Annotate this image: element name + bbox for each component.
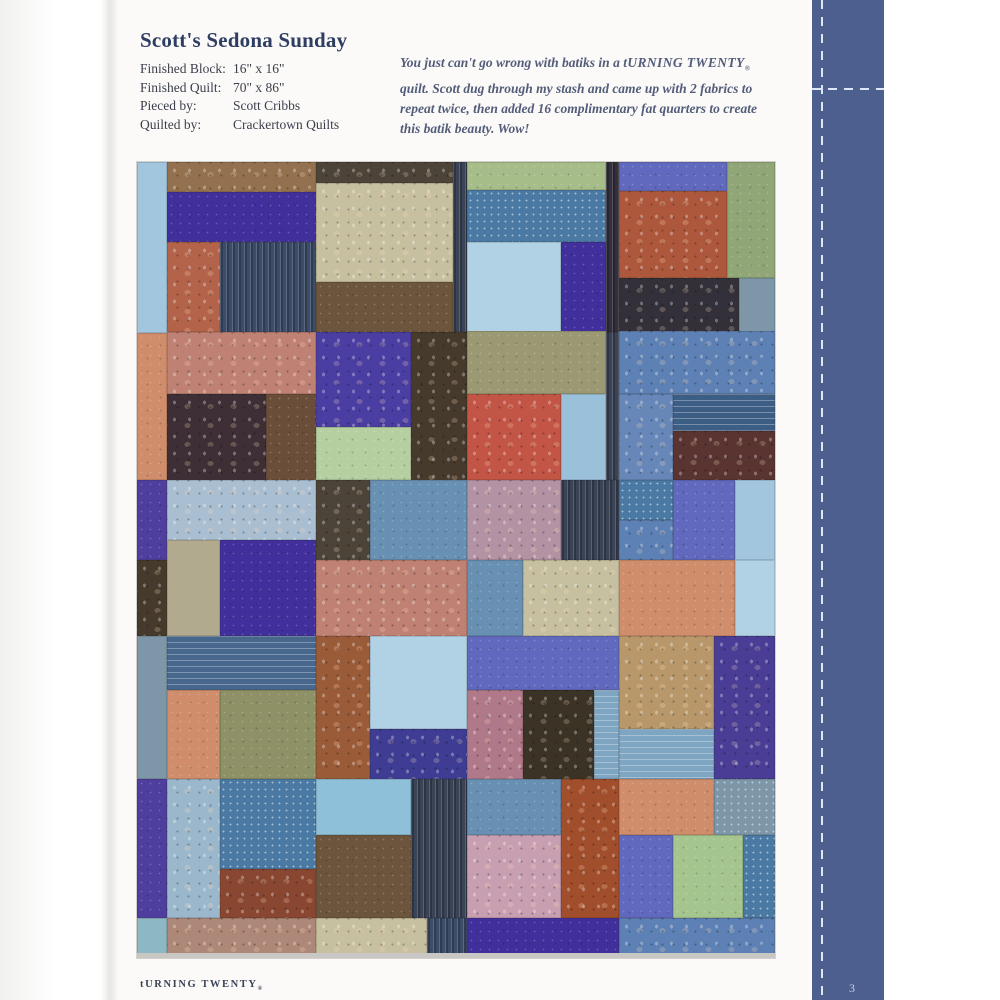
page-number: 3 xyxy=(849,981,855,995)
quilt-patch xyxy=(523,560,619,636)
quilt-patch xyxy=(743,835,775,918)
registered-trademark-icon: ® xyxy=(744,64,750,73)
quilt-patch xyxy=(673,480,735,560)
quilt-patch xyxy=(619,331,775,395)
intro-paragraph xyxy=(400,53,772,139)
quilt-patch xyxy=(316,918,428,958)
book-page xyxy=(112,0,812,1000)
quilt-patch xyxy=(673,394,775,431)
detail-row-finished-block xyxy=(140,60,390,79)
quilt-patch xyxy=(220,869,316,918)
quilt-patch xyxy=(714,779,775,836)
quilt-patch xyxy=(316,835,412,918)
bleed-band xyxy=(812,0,884,1000)
detail-label: Pieced by: xyxy=(140,98,197,113)
quilt-patch xyxy=(167,192,316,242)
quilt-patch xyxy=(370,636,467,728)
quilt-patch xyxy=(594,690,619,779)
quilt-patch xyxy=(427,918,467,958)
quilt-patch xyxy=(137,779,167,918)
quilt-patch xyxy=(467,690,523,779)
quilt-patch xyxy=(167,918,316,958)
quilt-patch xyxy=(619,191,727,278)
quilt-patch xyxy=(619,918,775,958)
quilt-patch xyxy=(370,729,467,779)
quilt-patch xyxy=(316,779,412,836)
trim-mark-vertical-dashed-line xyxy=(821,0,823,1000)
quilt-patch xyxy=(673,835,743,918)
quilt-patch xyxy=(167,690,220,779)
quilt-patch xyxy=(137,162,167,333)
quilt-patch xyxy=(606,332,619,481)
trim-mark-horizontal-dashed-line xyxy=(812,88,884,90)
detail-value: Crackertown Quilts xyxy=(233,116,340,132)
quilt-patch xyxy=(619,278,740,331)
detail-row-finished-quilt xyxy=(140,79,390,98)
quilt-patch xyxy=(714,636,775,778)
quilt-patch xyxy=(467,480,561,560)
quilt-patch xyxy=(316,183,453,283)
quilt-patch xyxy=(220,242,316,332)
quilt-patch xyxy=(467,190,606,242)
page-title: Scott's Sedona Sunday xyxy=(140,28,348,52)
detail-row-quilted-by xyxy=(140,116,390,135)
quilt-patch xyxy=(727,162,775,278)
quilt-patch xyxy=(619,162,727,191)
quilt-patch xyxy=(167,480,316,540)
quilt-patch xyxy=(137,480,167,560)
quilt-patch xyxy=(220,779,316,869)
quilt-patch xyxy=(467,636,619,689)
quilt-patch xyxy=(167,162,316,192)
quilt-patch xyxy=(316,282,453,332)
quilt-patch xyxy=(467,835,561,918)
quilt-patch xyxy=(606,162,619,332)
page-left-margin-shade xyxy=(0,0,70,1000)
quilt-patch xyxy=(619,520,673,560)
quilt-patch xyxy=(137,636,167,778)
quilt-patch xyxy=(561,480,619,560)
quilt-patch xyxy=(467,560,523,636)
quilt-patch xyxy=(220,540,316,636)
quilt-patch xyxy=(467,779,561,836)
quilt-patch xyxy=(619,636,715,728)
quilt-patch xyxy=(467,242,561,332)
detail-value: Scott Cribbs xyxy=(233,98,301,113)
quilt-patch xyxy=(167,242,220,331)
quilt-patch xyxy=(316,332,412,428)
footer-brand-text: tURNING TWENTY xyxy=(140,979,258,990)
quilt-patch xyxy=(220,690,316,779)
detail-label: Finished Block: xyxy=(140,61,226,76)
quilt-patch xyxy=(561,779,619,918)
quilt-patch xyxy=(467,331,606,395)
quilt-patch xyxy=(411,779,467,918)
quilt-patch xyxy=(167,332,316,395)
quilt-patch xyxy=(619,394,673,480)
detail-row-pieced-by xyxy=(140,97,390,116)
detail-label: Finished Quilt: xyxy=(140,79,222,95)
intro-text-before: You just can't go wrong with batiks in a xyxy=(400,55,624,70)
quilt-patch xyxy=(137,333,167,480)
detail-value: 16" x 16" xyxy=(233,61,285,76)
photo-floor-strip xyxy=(137,953,775,958)
quilt-patch xyxy=(167,779,220,918)
quilt-patch xyxy=(316,162,453,183)
quilt-patch xyxy=(739,278,775,331)
quilt-patch xyxy=(453,162,467,332)
quilt-patch xyxy=(735,560,775,636)
quilt-patch xyxy=(137,560,167,636)
detail-label: Quilted by: xyxy=(140,116,202,132)
quilt-patch xyxy=(561,242,606,332)
quilt-details-list xyxy=(140,60,390,134)
quilt-patch xyxy=(619,560,735,636)
footer-brand xyxy=(140,979,262,992)
quilt-patch xyxy=(266,394,316,480)
registered-trademark-icon: ® xyxy=(257,986,263,993)
brand-name-inline: tURNING TWENTY xyxy=(623,55,745,70)
page-edge-seam xyxy=(101,0,117,1000)
detail-value: 70" x 86" xyxy=(233,79,285,95)
quilt-patch xyxy=(735,480,775,560)
quilt-patch xyxy=(167,636,316,689)
quilt-patch xyxy=(619,729,715,779)
quilt-patch xyxy=(137,918,167,958)
quilt-patch xyxy=(316,560,467,636)
quilt-patch xyxy=(619,480,673,520)
quilt-patch xyxy=(467,162,606,190)
quilt-patch xyxy=(561,394,606,480)
quilt-patch xyxy=(619,779,715,836)
quilt-patch xyxy=(523,690,594,779)
quilt-patch xyxy=(316,427,412,480)
quilt-patch xyxy=(673,431,775,480)
quilt-patch xyxy=(467,394,561,480)
quilt-patch xyxy=(316,636,370,778)
quilt-patch xyxy=(167,540,220,636)
quilt-patch xyxy=(467,918,619,958)
intro-text-after: quilt. Scott dug through my stash and came up with 2 fabrics to repeat twice, then added 16 complimentary fat quarters to create this batik beauty. Wow! xyxy=(400,80,757,136)
quilt-patch xyxy=(370,480,467,560)
quilt-photo xyxy=(137,162,775,958)
quilt-patch xyxy=(619,835,673,918)
